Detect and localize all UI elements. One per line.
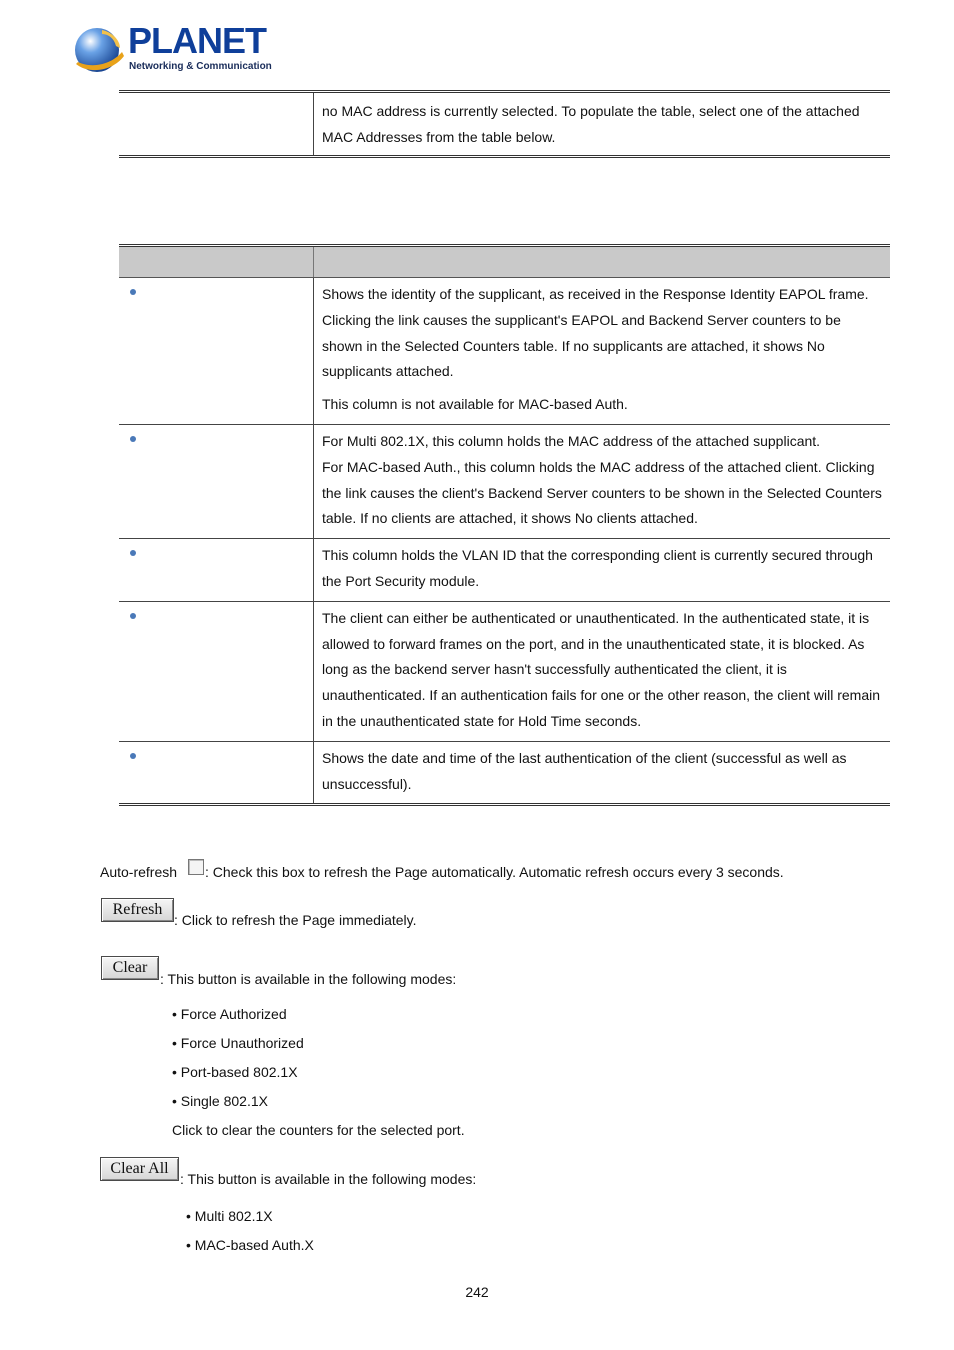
- object-cell: [119, 539, 314, 602]
- description-paragraph: For MAC-based Auth., this column holds the MAC address of the attached client. Clicking the link causes the client's Backend Server counters to be shown in the Selected Counters table. If no clients are attached, it shows No clients attached.: [322, 458, 882, 527]
- description-cell: [314, 278, 891, 425]
- object-cell: [119, 278, 314, 425]
- header-object: [119, 246, 314, 278]
- bullet-icon: [130, 289, 136, 295]
- description-paragraph: This column is not available for MAC-based Auth.: [322, 396, 628, 413]
- bullet-icon: [130, 613, 136, 619]
- clear-mode-item: • Force Unauthorized: [172, 1035, 304, 1051]
- bullet-icon: [130, 753, 136, 759]
- clear-all-mode-item: • Multi 802.1X: [186, 1208, 273, 1224]
- bullet-icon: [130, 550, 136, 556]
- clear-note: Click to clear the counters for the selected port.: [172, 1122, 465, 1138]
- clear-button[interactable]: Clear: [101, 956, 159, 980]
- object-cell: [119, 92, 314, 157]
- description-paragraph: The client can either be authenticated or unauthenticated. In the authenticated state, it is allowed to forward frames on the port, and in the unauthenticated state, it is blocked. As long as the backend server hasn't successfully authenticated the client, it is unauthenticated. If an authentication fails for one or the other reason, the client will remain in the unauthenticated state for Hold Time seconds.: [322, 609, 881, 729]
- description-cell: [314, 741, 891, 805]
- description-paragraph: For Multi 802.1X, this column holds the MAC address of the attached supplicant.: [322, 432, 821, 449]
- bullet-icon: [130, 436, 136, 442]
- description-line: MAC Addresses from the table below.: [322, 128, 556, 145]
- object-description-table: [119, 244, 890, 806]
- clear-all-description: : This button is available in the following modes:: [180, 1171, 477, 1187]
- auto-refresh-checkbox[interactable]: [188, 859, 204, 875]
- clear-all-mode-item: • MAC-based Auth.X: [186, 1237, 314, 1253]
- clear-mode-item: • Port-based 802.1X: [172, 1064, 298, 1080]
- description-cell: [314, 92, 891, 157]
- description-cell: [314, 424, 891, 538]
- continued-table: [119, 90, 890, 158]
- object-cell: [119, 424, 314, 538]
- description-line: no MAC address is currently selected. To populate the table, select one of the attached: [322, 103, 860, 119]
- description-cell: [314, 601, 891, 741]
- clear-description: : This button is available in the following modes:: [160, 971, 457, 987]
- planet-logo: [72, 22, 272, 78]
- description-cell: [314, 539, 891, 602]
- page-number: 242: [465, 1284, 489, 1300]
- clear-mode-item: • Single 802.1X: [172, 1093, 268, 1109]
- description-paragraph: This column holds the VLAN ID that the corresponding client is currently secured through the Port Security module.: [322, 547, 873, 589]
- logo-wordmark: PLANET: [128, 20, 266, 61]
- description-paragraph: Shows the identity of the supplicant, as received in the Response Identity EAPOL frame. Clicking the link causes the supplicant's EAPOL and Backend Server counters to be shown in the Selected Counters table. If no supplicants are attached, it shows No supplicants attached.: [322, 286, 869, 380]
- object-cell: [119, 601, 314, 741]
- logo-tagline: Networking & Communication: [129, 61, 272, 72]
- globe-icon: [72, 22, 126, 76]
- auto-refresh-description: : Check this box to refresh the Page automatically. Automatic refresh occurs every 3 seconds.: [205, 864, 784, 880]
- description-paragraph: Shows the date and time of the last authentication of the client (successful as well as unsuccessful).: [322, 749, 847, 792]
- clear-all-button[interactable]: Clear All: [100, 1157, 179, 1181]
- object-cell: [119, 741, 314, 805]
- refresh-button[interactable]: Refresh: [101, 898, 174, 922]
- refresh-description: : Click to refresh the Page immediately.: [174, 912, 417, 928]
- header-description: [314, 246, 891, 278]
- clear-mode-item: • Force Authorized: [172, 1006, 287, 1022]
- auto-refresh-label: Auto-refresh: [100, 864, 178, 880]
